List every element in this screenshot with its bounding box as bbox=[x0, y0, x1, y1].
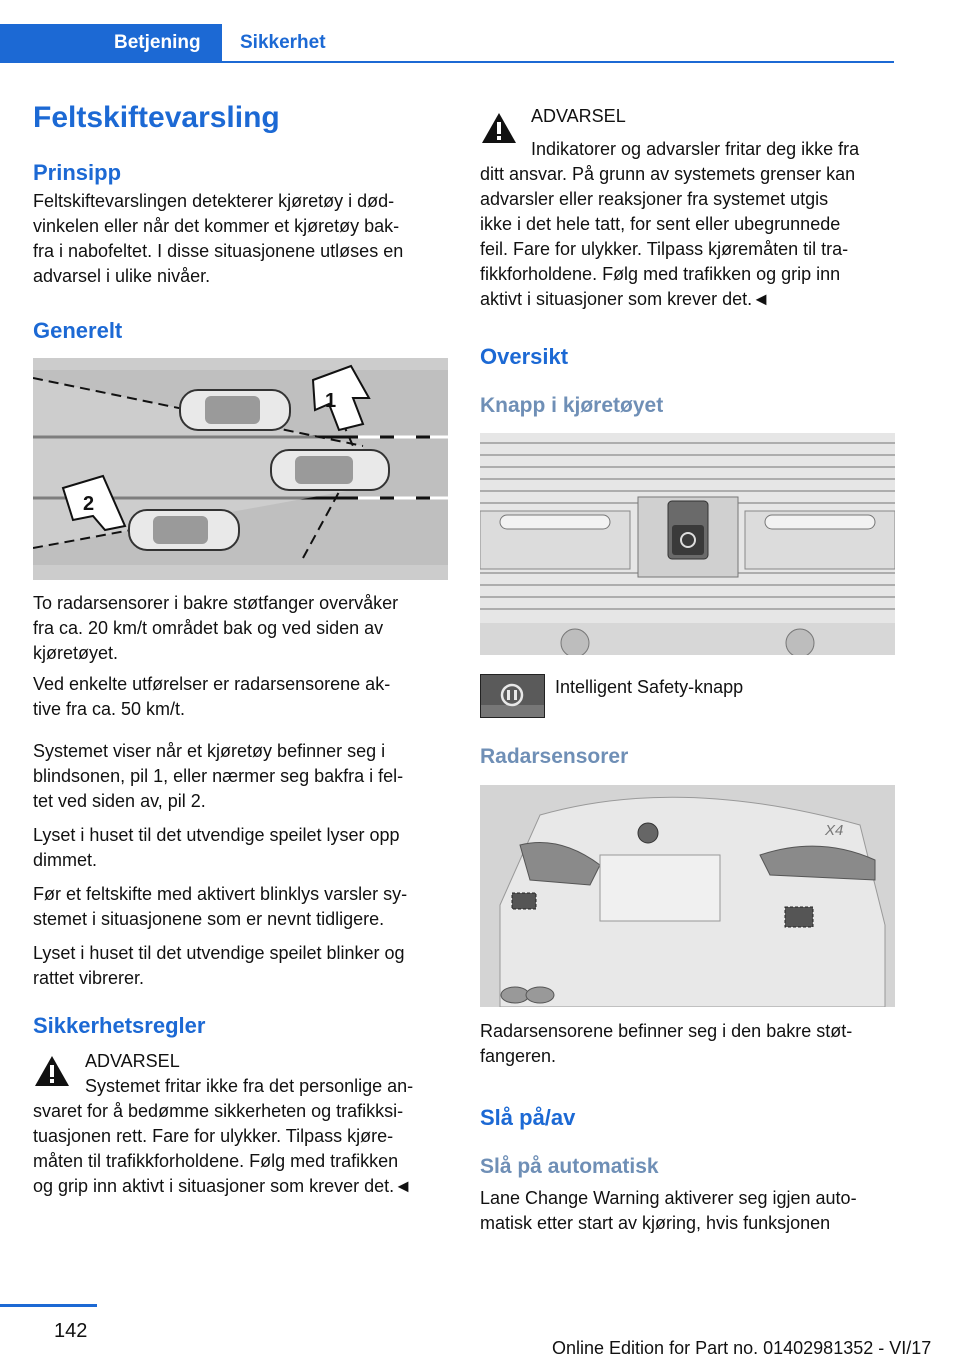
car-rear-drawing bbox=[480, 785, 895, 1007]
arrow-2-label: 2 bbox=[83, 493, 95, 515]
safety-heading: Sikkerhetsregler bbox=[33, 1013, 206, 1038]
footer-rule bbox=[0, 1304, 97, 1307]
safety-button-glyph bbox=[481, 675, 544, 717]
button-caption: Intelligent Safety-knapp bbox=[555, 677, 744, 697]
page-title: Feltskiftevarsling bbox=[33, 101, 280, 134]
para-mirror-light: Lyset i huset til det utvendige speilet lyser opp dimmet. bbox=[33, 825, 400, 870]
onoff-heading: Slå på/av bbox=[480, 1105, 576, 1130]
car-middle bbox=[271, 450, 389, 490]
radar-sensor-left bbox=[512, 893, 536, 909]
lane-change-figure bbox=[33, 358, 448, 580]
car-rear-figure bbox=[480, 785, 895, 1007]
para-before-change: Før et feltskifte med aktivert blinklys varsler sy- stemet i situasjonene som er nevnt tidligere. bbox=[33, 884, 408, 929]
tab-sikkerhet[interactable]: Sikkerhet bbox=[240, 32, 326, 53]
button-heading: Knapp i kjøretøyet bbox=[480, 394, 664, 417]
principle-heading: Prinsipp bbox=[33, 160, 122, 185]
general-heading: Generelt bbox=[33, 318, 123, 343]
warning-label-right: ADVARSEL bbox=[531, 106, 626, 126]
model-badge: X4 bbox=[825, 822, 844, 839]
dashboard-drawing bbox=[480, 433, 895, 655]
intelligent-safety-button-image bbox=[480, 674, 545, 718]
warning-text-right: Indikatorer og advarsler fritar deg ikke fra ditt ansvar. På grunn av systemets grenser kan advarsler eller reaksjoner fra systemet utgis ikke i det hele tatt, for sent eller ubegrunnede feil. Fare for ulykker. Tilpass kjøremåten til tra- fikkforholdene. Følg med trafikken og grip inn aktivt i situasjoner som krever det.◄ bbox=[480, 139, 860, 309]
auto-text: Lane Change Warning aktiverer seg igjen auto- matisk etter start av kjøring, hvis funksjonen bbox=[480, 1188, 857, 1233]
para-sensors: To radarsensorer i bakre støtfanger overvåker fra ca. 20 km/t området bak og ved siden av kjøretøyet. bbox=[33, 593, 399, 663]
principle-text: Feltskiftevarslingen detekterer kjøretøy i død- vinkelen eller når det kommer et kjøretøy bak- fra i nabofeltet. I disse situasjonene utløses en advarsel i ulike nivåer. bbox=[33, 191, 404, 286]
auto-heading: Slå på automatisk bbox=[480, 1155, 659, 1178]
radar-text: Radarsensorene befinner seg i den bakre støt- fangeren. bbox=[480, 1021, 853, 1066]
arrow-1-label: 1 bbox=[325, 390, 337, 412]
lane-diagram bbox=[33, 358, 448, 580]
overview-heading: Oversikt bbox=[480, 344, 569, 369]
car-top bbox=[180, 390, 290, 430]
edition-note: Online Edition for Part no. 01402981352 - VI/17 bbox=[552, 1338, 932, 1358]
chapter-tabs bbox=[0, 24, 894, 63]
dashboard-figure bbox=[480, 433, 895, 655]
para-system-shows: Systemet viser når et kjøretøy befinner seg i blindsonen, pil 1, eller nærmer seg bakfra i fel- tet ved siden av, pil 2. bbox=[33, 741, 404, 811]
para-mirror-blink: Lyset i huset til det utvendige speilet blinker og rattet vibrerer. bbox=[33, 943, 405, 988]
warning-text-left: Systemet fritar ikke fra det personlige an- svaret for å bedømme sikkerheten og trafikksi- tuasjonen rett. Fare for ulykker. Tilpass kjøre- måten til trafikkforholdene. Følg med trafikken og grip inn aktivt i situasjoner som krever det.◄ bbox=[33, 1076, 414, 1196]
tab-betjening[interactable]: Betjening bbox=[0, 24, 222, 61]
warning-label-left: ADVARSEL bbox=[85, 1051, 180, 1071]
para-variants: Ved enkelte utførelser er radarsensorene ak- tive fra ca. 50 km/t. bbox=[33, 674, 391, 719]
car-bottom bbox=[129, 510, 239, 550]
page-number: 142 bbox=[54, 1320, 88, 1342]
radar-sensor-right bbox=[785, 907, 813, 927]
radar-heading: Radarsensorer bbox=[480, 745, 629, 768]
